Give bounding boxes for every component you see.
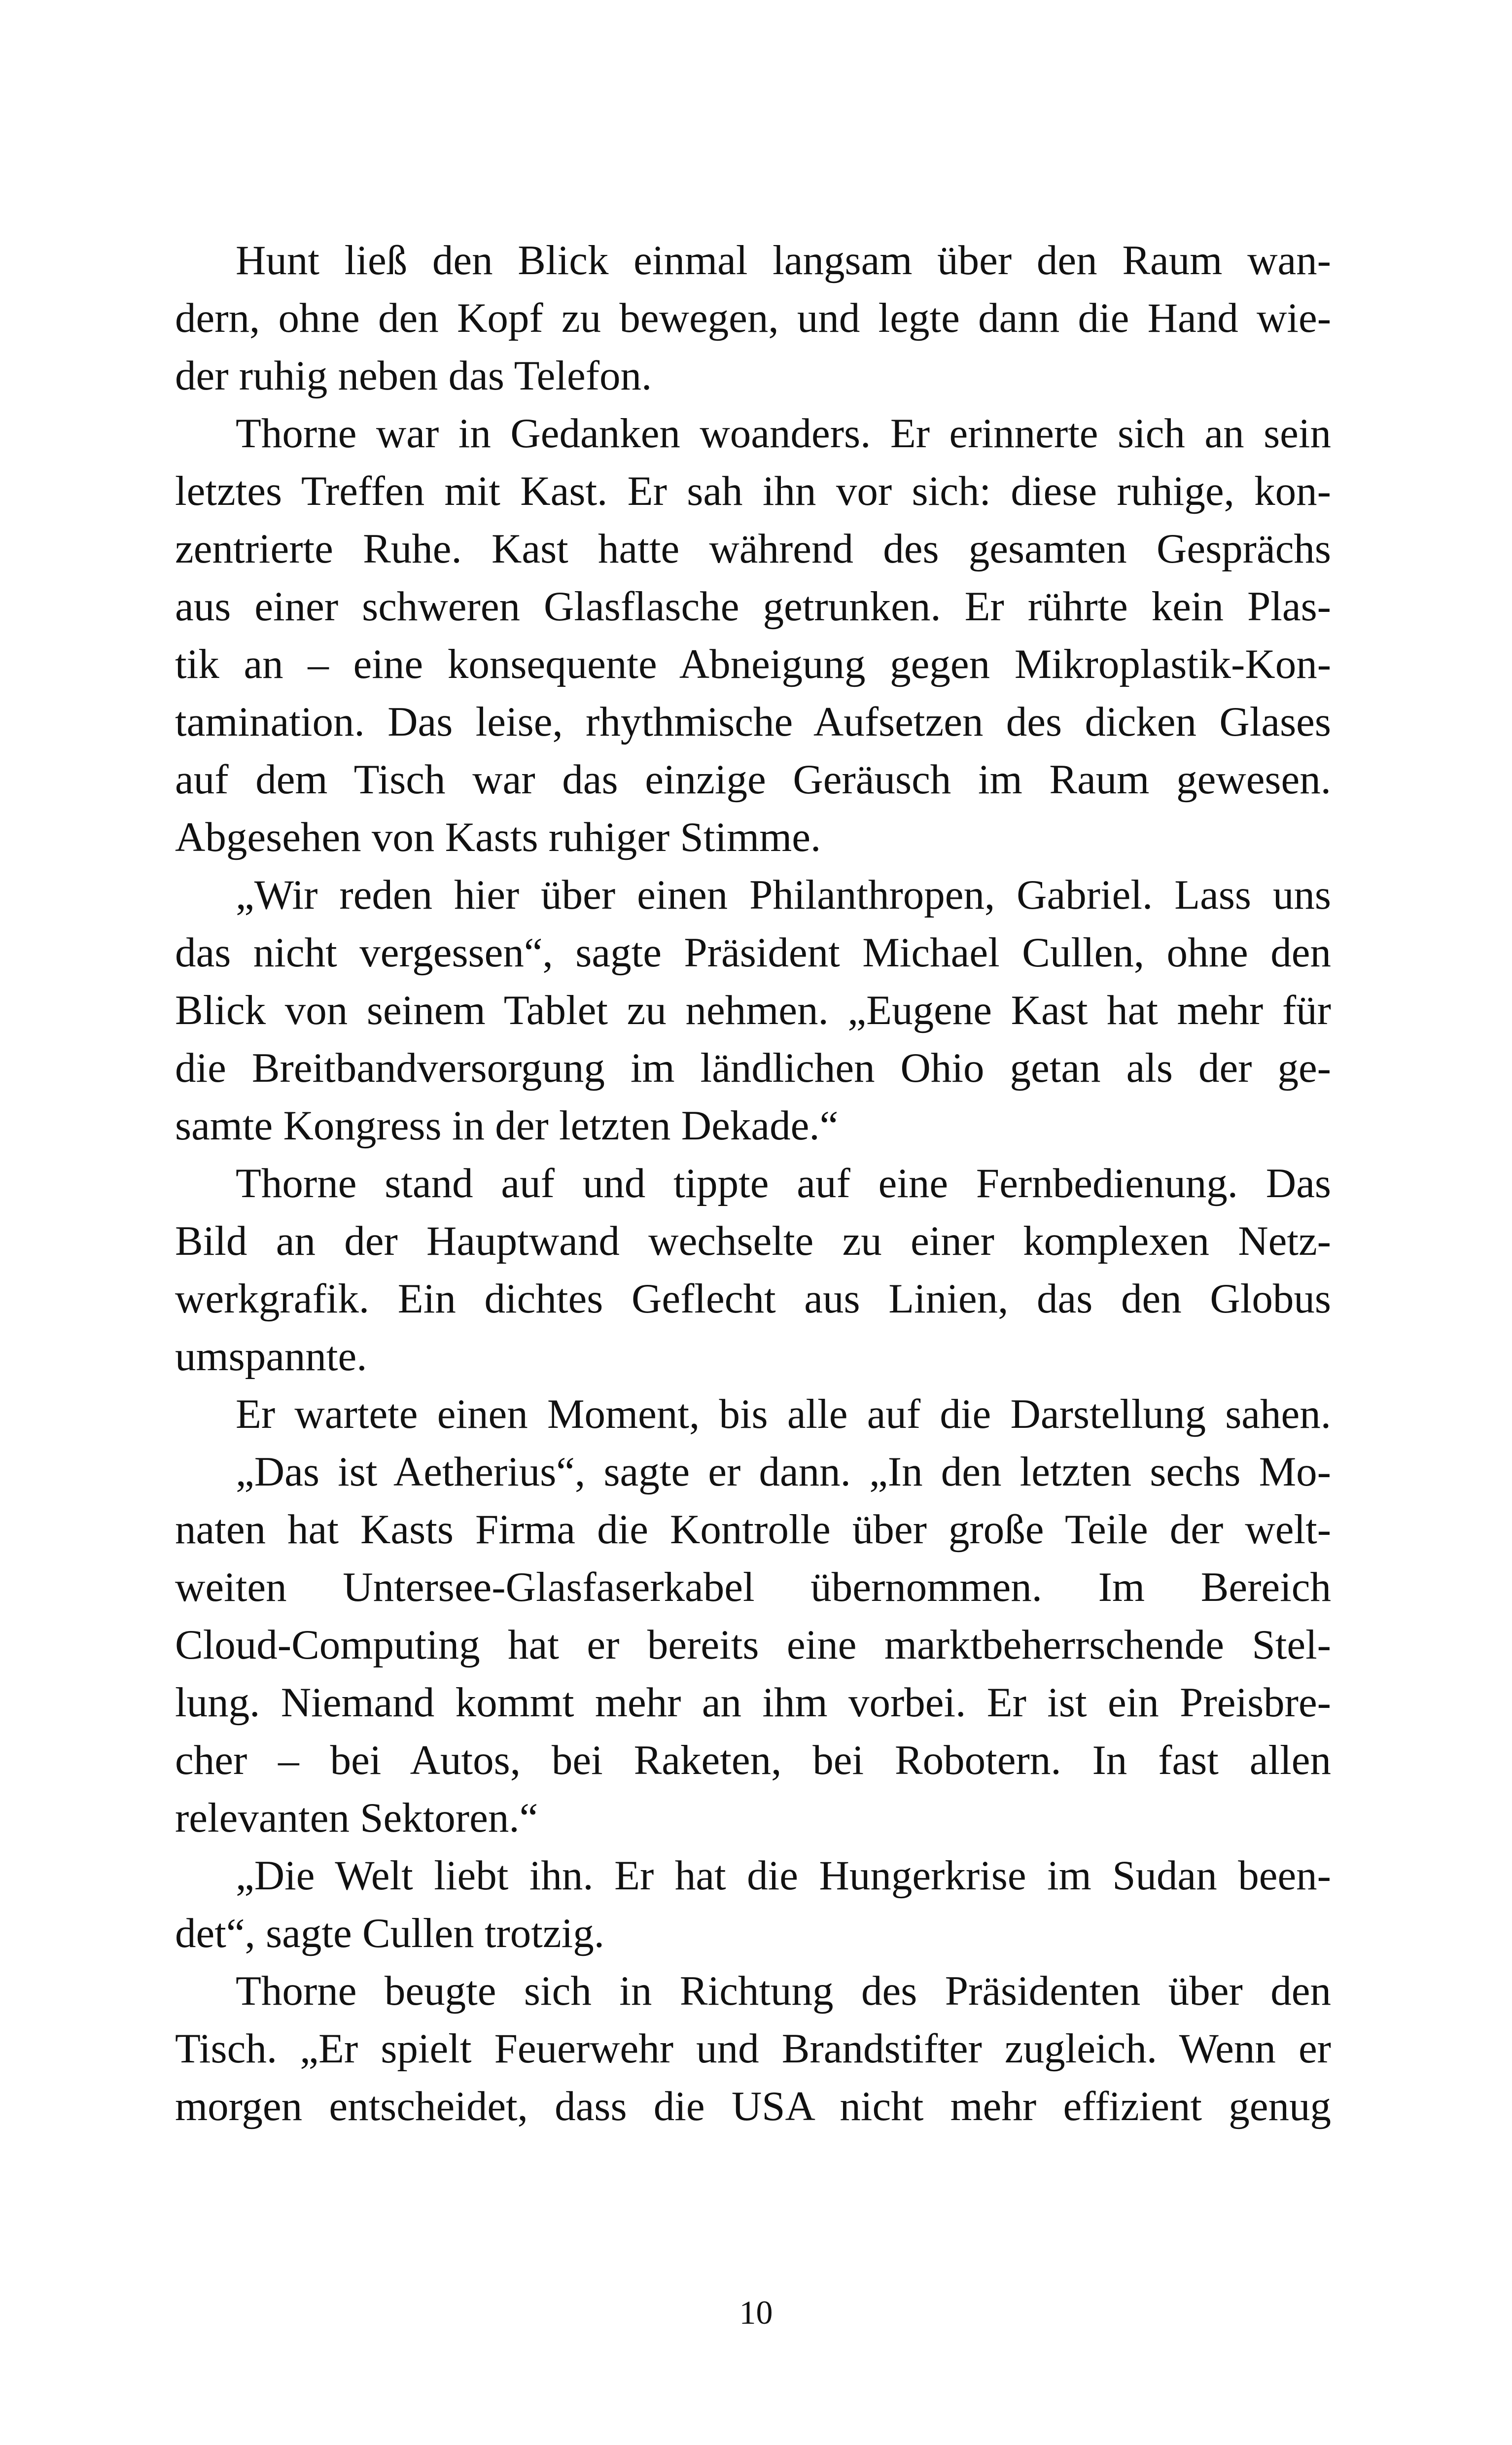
text-line: samte Kongress in der letzten Dekade.“: [175, 1102, 839, 1149]
text-line: Blick von seinem Tablet zu nehmen. „Eugene Kast hat mehr für: [175, 987, 1331, 1033]
text-line: Hunt ließ den Blick einmal langsam über den Raum wan-: [236, 237, 1331, 283]
text-line: Thorne stand auf und tippte auf eine Fernbedienung. Das: [236, 1160, 1331, 1206]
text-line: aus einer schweren Glasflasche getrunken. Er rührte kein Plas-: [175, 583, 1331, 630]
page-number: 10: [739, 2294, 773, 2331]
text-line: Thorne beugte sich in Richtung des Präsidenten über den: [236, 1968, 1331, 2014]
text-line: „Das ist Aetherius“, sagte er dann. „In den letzten sechs Mo-: [236, 1449, 1331, 1495]
text-line: die Breitbandversorgung im ländlichen Ohio getan als der ge-: [175, 1045, 1331, 1091]
text-line: lung. Niemand kommt mehr an ihm vorbei. Er ist ein Preisbre-: [175, 1679, 1331, 1726]
text-line: „Wir reden hier über einen Philanthropen, Gabriel. Lass uns: [236, 872, 1331, 918]
text-line: umspannte.: [175, 1333, 367, 1380]
text-line: weiten Untersee-Glasfaserkabel übernommen. Im Bereich: [175, 1564, 1331, 1610]
text-line: morgen entscheidet, dass die USA nicht mehr effizient genug: [175, 2083, 1331, 2129]
text-line: werkgrafik. Ein dichtes Geflecht aus Linien, das den Globus: [175, 1276, 1331, 1322]
text-line: Bild an der Hauptwand wechselte zu einer komplexen Netz-: [175, 1218, 1331, 1264]
text-line: letztes Treffen mit Kast. Er sah ihn vor sich: diese ruhige, kon-: [175, 468, 1331, 514]
text-line: Abgesehen von Kasts ruhiger Stimme.: [175, 814, 821, 860]
text-line: tik an – eine konsequente Abneigung gegen Mikroplastik-Kon-: [175, 641, 1331, 687]
text-line: auf dem Tisch war das einzige Geräusch im Raum gewesen.: [175, 756, 1331, 803]
text-line: das nicht vergessen“, sagte Präsident Michael Cullen, ohne den: [175, 929, 1331, 976]
text-line: tamination. Das leise, rhythmische Aufsetzen des dicken Glases: [175, 699, 1331, 745]
text-line: der ruhig neben das Telefon.: [175, 353, 652, 399]
text-line: cher – bei Autos, bei Raketen, bei Robotern. In fast allen: [175, 1737, 1331, 1783]
text-line: Thorne war in Gedanken woanders. Er erinnerte sich an sein: [236, 410, 1331, 457]
text-line: Er wartete einen Moment, bis alle auf die Darstellung sahen.: [236, 1391, 1331, 1437]
text-line: „Die Welt liebt ihn. Er hat die Hungerkrise im Sudan been-: [236, 1852, 1331, 1899]
text-line: zentrierte Ruhe. Kast hatte während des gesamten Gesprächs: [175, 526, 1331, 572]
text-line: Cloud-Computing hat er bereits eine marktbeherrschende Stel-: [175, 1622, 1331, 1668]
body-text: [175, 232, 1331, 2135]
text-line: Tisch. „Er spielt Feuerwehr und Brandstifter zugleich. Wenn er: [175, 2025, 1331, 2072]
text-line: det“, sagte Cullen trotzig.: [175, 1910, 605, 1956]
text-line: naten hat Kasts Firma die Kontrolle über große Teile der welt-: [175, 1506, 1331, 1553]
text-line: relevanten Sektoren.“: [175, 1795, 538, 1841]
text-line: dern, ohne den Kopf zu bewegen, und legte dann die Hand wie-: [175, 295, 1331, 341]
